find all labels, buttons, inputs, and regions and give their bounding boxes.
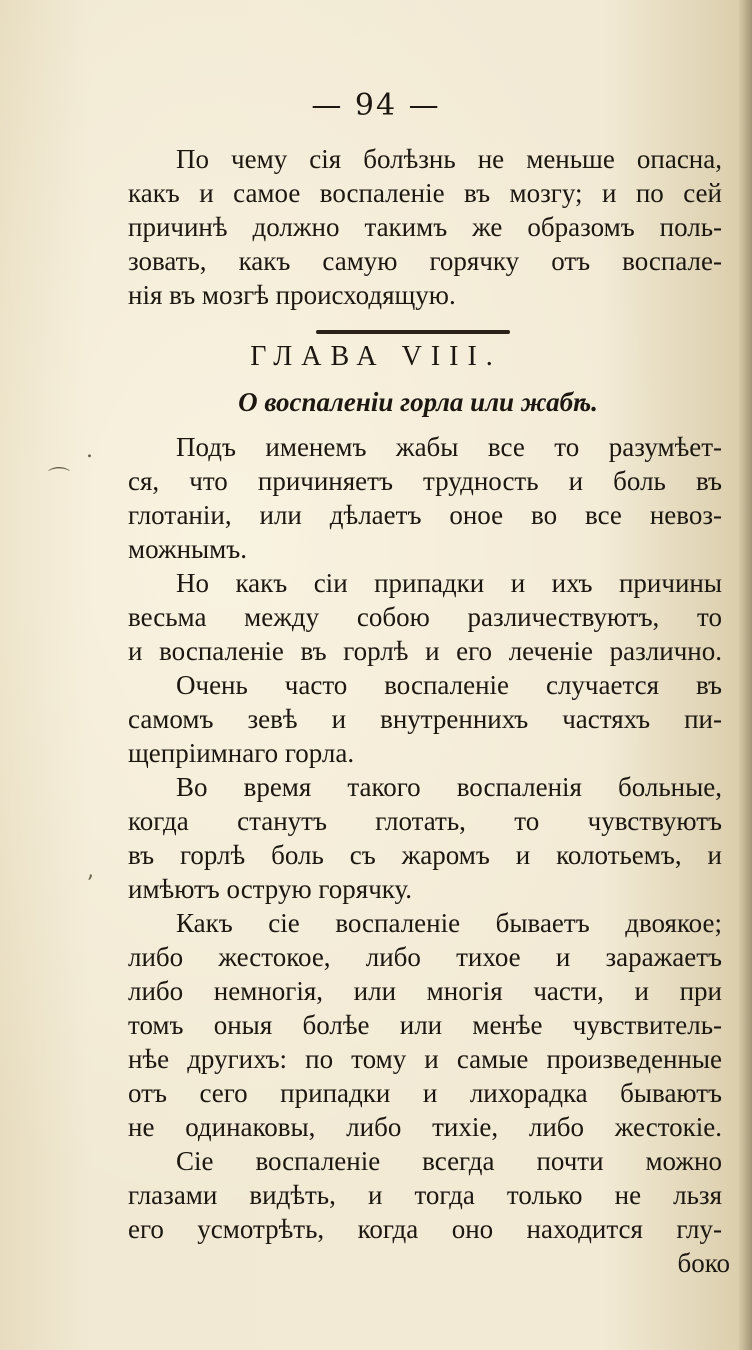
text-line: Сіе воспаленіе всегда почти можно (176, 1146, 722, 1176)
text-line: глазами видѣть, и тогда только не льзя (128, 1180, 722, 1210)
text-line: не одинаковы, либо тихіе, либо жестокіе. (128, 1112, 722, 1142)
chapter-divider-rule (316, 330, 510, 334)
text-line: причинѣ должно такимъ же образомъ поль- (128, 212, 722, 242)
text-line: Очень часто воспаленіе случается въ (176, 670, 722, 700)
text-line: Во время такого воспаленія больные, (176, 772, 722, 802)
text-line: весьма между собою различествуютъ, то (128, 602, 722, 632)
margin-mark: ʼ (86, 872, 93, 897)
text-line: и воспаленіе въ горлѣ и его леченіе различно. (128, 636, 722, 666)
chapter-subtitle: О воспаленіи горла или жабѣ. (238, 387, 598, 417)
text-line: По чему сія болѣзнь не меньше опасна, (176, 144, 722, 174)
text-line: самомъ зевѣ и внутреннихъ частяхъ пи- (128, 704, 722, 734)
text-line: либо немногія, или многія части, и при (128, 976, 722, 1006)
margin-mark: . (86, 438, 93, 463)
text-line: зовать, какъ самую горячку отъ воспале- (128, 246, 722, 276)
text-line: имѣютъ острую горячку. (128, 874, 413, 904)
text-line: въ горлѣ боль съ жаромъ и колотьемъ, и (128, 840, 722, 870)
text-line: ся, что причиняетъ трудность и боль въ (128, 466, 722, 496)
text-line: Какъ сіе воспаленіе бываетъ двоякое; (176, 908, 722, 938)
text-line: Но какъ сіи припадки и ихъ причины (176, 568, 722, 598)
text-line: его усмотрѣть, когда оно находится глу- (128, 1214, 722, 1244)
text-line: какъ и самое воспаленіе въ мозгу; и по сей (128, 178, 722, 208)
text-line: глотаніи, или дѣлаетъ оное во все невоз- (128, 500, 722, 530)
text-line: либо жестокое, либо тихое и заражаетъ (128, 942, 722, 972)
page-number: — 94 — (311, 88, 441, 123)
text-line: отъ сего припадки и лихорадка бываютъ (128, 1078, 722, 1108)
margin-mark: ⌒ (48, 467, 71, 492)
text-line: нія въ мозгѣ происходящую. (128, 280, 456, 310)
text-line: когда станутъ глотать, то чувствуютъ (128, 806, 722, 836)
text-line: щепріимнаго горла. (128, 738, 355, 768)
page-edge-shadow (738, 0, 752, 1350)
catchword: боко (677, 1248, 730, 1278)
chapter-title: ГЛАВА VIII. (250, 341, 502, 372)
text-line: томъ оныя болѣе или менѣе чувствитель- (128, 1010, 722, 1040)
text-line: нѣе другихъ: по тому и самые произведенные (128, 1044, 722, 1074)
text-line: Подъ именемъ жабы все то разумѣет- (176, 432, 722, 462)
text-line: можнымъ. (128, 534, 247, 564)
